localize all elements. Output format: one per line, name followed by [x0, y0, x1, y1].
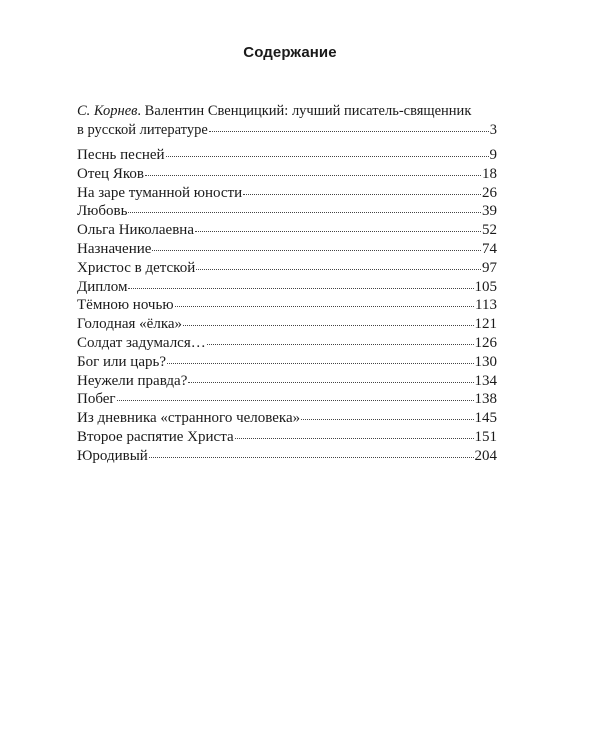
- dot-leader: [188, 382, 473, 383]
- dot-leader: [175, 306, 475, 307]
- toc-entry-title: Любовь: [77, 203, 128, 220]
- dot-leader: [209, 131, 489, 132]
- toc-entry: [77, 353, 497, 372]
- toc-entry-title: Юродивый: [77, 447, 148, 464]
- dot-leader: [301, 419, 473, 420]
- dot-leader: [128, 212, 481, 213]
- toc-entry-title: Из дневника «странного человека»: [77, 410, 301, 427]
- toc-entry-title: Солдат задумался…: [77, 334, 206, 351]
- toc-entry-page: 130: [474, 353, 497, 370]
- toc-entry-page: 52: [482, 222, 497, 239]
- dot-leader: [167, 363, 474, 364]
- toc-entry-page: 39: [482, 203, 497, 220]
- dot-leader: [128, 288, 473, 289]
- toc-entry: [77, 184, 497, 203]
- toc-entry: [77, 428, 497, 447]
- toc-entry: [77, 390, 497, 409]
- dot-leader: [235, 438, 474, 439]
- dot-leader: [183, 325, 473, 326]
- toc-entry: [77, 372, 497, 391]
- intro-entry: [77, 102, 497, 140]
- toc-entry: [77, 334, 497, 353]
- intro-line-2: [77, 121, 497, 140]
- toc-entry-page: 134: [474, 372, 497, 389]
- toc-entry-page: 18: [482, 165, 497, 182]
- toc-entry-page: 74: [482, 240, 497, 257]
- toc-entry-page: 97: [482, 259, 497, 276]
- toc-entry-title: Бог или царь?: [77, 353, 166, 370]
- page-title: Содержание: [243, 44, 337, 61]
- dot-leader: [196, 269, 481, 270]
- dot-leader: [152, 250, 481, 251]
- toc-entry-title: Голодная «ёлка»: [77, 316, 183, 333]
- toc-entry: [77, 240, 497, 259]
- toc-entry-title: Отец Яков: [77, 165, 144, 182]
- toc-entry-title: Назначение: [77, 240, 152, 257]
- intro-title-part1: . Валентин Свенцицкий: лучший писатель-священник: [137, 103, 472, 119]
- dot-leader: [149, 457, 474, 458]
- toc-entry-title: Христос в детской: [77, 259, 196, 276]
- toc-entry-title: Побег: [77, 391, 116, 408]
- toc-entry: [77, 296, 497, 315]
- intro-page-number: 3: [489, 122, 497, 138]
- intro-title-part2: в русской литературе: [77, 122, 208, 138]
- toc-entry-title: Песнь песней: [77, 147, 165, 163]
- toc-entry: [77, 221, 497, 240]
- toc-entry-page: 105: [474, 278, 497, 295]
- toc-entry: [77, 315, 497, 334]
- dot-leader: [117, 400, 474, 401]
- toc-entry-page: 145: [474, 410, 497, 427]
- dot-leader: [207, 344, 474, 345]
- intro-line-1: [77, 102, 497, 121]
- intro-author: С. Корнев: [77, 103, 138, 119]
- toc-entry: [77, 409, 497, 428]
- dot-leader: [243, 194, 481, 195]
- toc-entry: [77, 202, 497, 221]
- toc-entry-page: 113: [475, 297, 497, 314]
- toc-entry-page: 126: [474, 334, 497, 351]
- toc-entry-page: 204: [474, 447, 497, 464]
- toc-entry-page: 9: [489, 147, 497, 163]
- toc-list: [77, 146, 497, 466]
- toc-entry-page: 151: [474, 428, 497, 445]
- toc-entry: [77, 259, 497, 278]
- toc-entry-title: Диплом: [77, 278, 128, 295]
- dot-leader: [166, 156, 489, 157]
- toc-entry: [77, 165, 497, 184]
- toc-entry: [77, 278, 497, 297]
- toc-entry-title: Второе распятие Христа: [77, 428, 234, 445]
- toc-entry: [77, 146, 497, 165]
- toc-entry-page: 121: [474, 316, 497, 333]
- toc-entry-page: 138: [474, 391, 497, 408]
- dot-leader: [145, 175, 481, 176]
- toc-entry-title: Ольга Николаевна: [77, 222, 194, 239]
- toc-entry-title: Неужели правда?: [77, 372, 188, 389]
- dot-leader: [195, 231, 481, 232]
- toc-entry-page: 26: [482, 184, 497, 201]
- toc-entry: [77, 447, 497, 466]
- toc-entry-title: На заре туманной юности: [77, 184, 243, 201]
- toc-entry-title: Тёмною ночью: [77, 297, 174, 314]
